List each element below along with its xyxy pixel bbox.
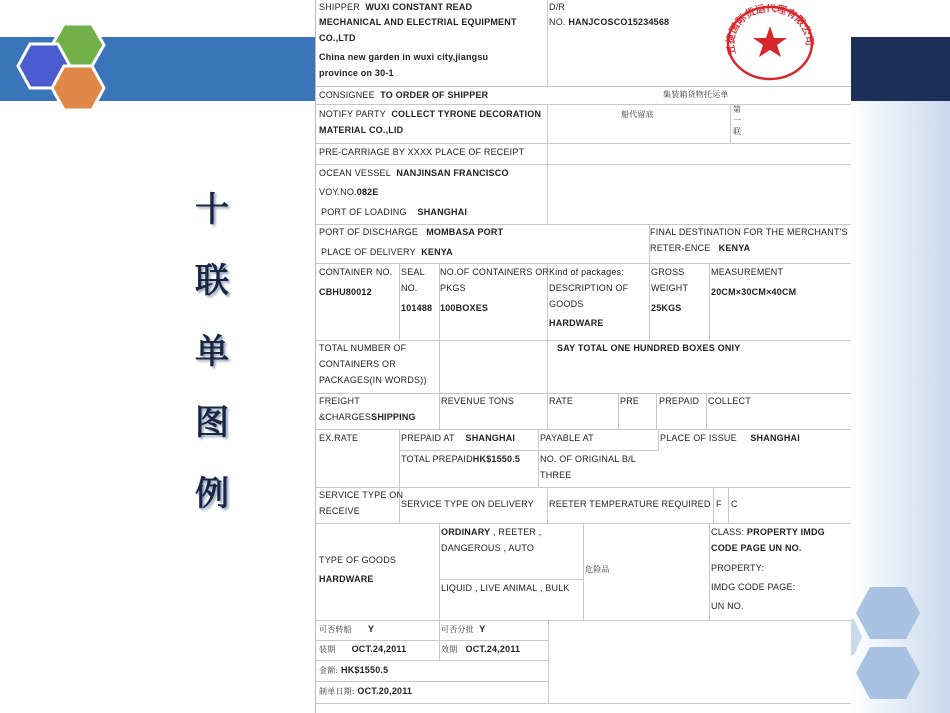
amount-field: 金额: HK$1550.5 [319,665,389,675]
un-no-label: UN NO. [711,601,744,611]
company-seal-stamp-icon [724,4,816,82]
measurement-label: MEASUREMENT [711,267,784,277]
hex-orange [52,66,104,110]
final-destination-label: FINAL DESTINATION FOR THE MERCHANT'S [650,227,848,237]
issue-date-field: 制单日期: OCT.20,2011 [319,686,413,696]
pkgs-label2: PKGS [440,283,466,293]
goods-type-label: TYPE OF GOODS [319,555,397,565]
class-line2: CODE PAGE UN NO. [711,543,802,553]
total-prepaid-field: TOTAL PREPAIDHK$1550.5 [401,454,521,464]
copy-number-label: 第 一 联 [733,105,742,136]
reefer-temp-label: REETER TEMPERATURE REQUIRED [549,499,711,509]
goods-type-value: HARDWARE [319,574,374,584]
dangerous-goods-note: 危险品 [585,565,610,574]
shipper-addr2: province on 30-1 [319,68,394,78]
payable-at-label: PAYABLE AT [540,433,594,443]
imdg-code-label: IMDG CODE PAGE: [711,582,796,592]
port-of-loading-field: PORT OF LOADING SHANGHAI [321,207,468,217]
service-receive-label2: RECEIVE [319,506,360,516]
dock-receipt-form [315,0,851,713]
document-number: NO. HANJCOSCO15234568 [549,17,670,27]
goods-option-dangerous: DANGEROUS , AUTO [441,543,535,553]
prepaid-label: PREPAID [659,396,700,406]
fahrenheit-label: F [716,499,722,509]
partial-shipment-field: 可否分批 Y [441,624,486,634]
shipper-line3: CO.,LTD [319,33,356,43]
original-bl-value: THREE [540,470,572,480]
kind-label2: DESCRIPTION OF [549,283,629,293]
final-destination-field: RETER-ENCE KENYA [650,243,751,253]
header-band-right [850,37,950,101]
shipper-addr1: China new garden in wuxi city,jiangsu [319,52,489,62]
title-char: 十 [195,190,229,230]
pre-carriage-label: PRE-CARRIAGE BY XXXX PLACE OF RECEIPT [319,147,525,157]
revenue-tons-label: REVENUE TONS [441,396,515,406]
gross-label1: GROSS [651,267,685,277]
total-in-words: SAY TOTAL ONE HUNDRED BOXES ONIY [557,343,741,353]
gross-value: 25KGS [651,303,682,313]
property-label: PROPERTY: [711,563,765,573]
container-no-label: CONTAINER NO. [319,267,393,277]
title-char: 例 [195,474,229,514]
place-of-issue-field: PLACE OF ISSUE SHANGHAI [660,433,800,443]
class-field: CLASS: PROPERTY IMDG [711,527,825,537]
shipper-line2: MECHANICAL AND ELECTRIAL EQUIPMENT [319,17,517,27]
measurement-value: 20CM×30CM×40CM [711,287,797,297]
hexagon-logo-icon [10,22,110,114]
prepaid-at-field: PREPAID AT SHANGHAI [401,433,516,443]
notify-party-line2: MATERIAL CO.,LID [319,125,404,135]
freight-label1: FREIGHT [319,396,360,406]
ocean-vessel-field: OCEAN VESSEL NANJINSAN FRANCISCO [319,168,509,178]
rate-label: RATE [549,396,574,406]
total-label2: CONTAINERS OR [319,359,396,369]
seal-no-value: 101488 [401,303,433,313]
shipment-date-field: 装期 OCT.24,2011 [319,644,407,654]
total-label3: PACKAGES(IN WORDS)) [319,375,427,385]
gross-label2: WEIGHT [651,283,689,293]
port-of-discharge-field: PORT OF DISCHARGE MOMBASA PORT [319,227,504,237]
kind-label3: GOODS [549,299,584,309]
decorative-hexagons-icon [850,585,950,713]
service-delivery-label: SERVICE TYPE ON DELIVERY [401,499,534,509]
seal-no-label2: NO. [401,283,418,293]
dr-label: D/R [549,2,566,12]
seal-no-label1: SEAL [401,267,425,277]
validity-date-field: 效期 OCT.24,2011 [441,644,521,654]
title-char: 联 [195,261,229,301]
consignee-field: CONSIGNEE TO ORDER OF SHIPPER [319,90,489,100]
kind-value: HARDWARE [549,318,604,328]
container-cargo-note: 集装箱货物托运单 [663,90,729,99]
service-receive-label1: SERVICE TYPE ON [319,490,404,500]
notify-party-line1: NOTIFY PARTY COLLECT TYRONE DECORATION [319,109,542,119]
pre-label: PRE [620,396,640,406]
container-no-value: CBHU80012 [319,287,372,297]
transshipment-field: 可否转船 Y [319,624,375,634]
shipper-line1: SHIPPER WUXI CONSTANT READ [319,2,473,12]
collect-label: COLLECT [708,396,751,406]
kind-label1: Kind of packages: [549,267,624,277]
title-char: 图 [195,403,229,443]
voyage-no-field: VOY.NO.082E [319,187,379,197]
goods-option-ordinary: ORDINARY , REETER , [441,527,542,537]
pkgs-value: 100BOXES [440,303,489,313]
ship-agent-note: 船代留底 [621,110,654,119]
svg-text:五捷国际货运代理有限公司: 五捷国际货运代理有限公司 [725,4,815,56]
original-bl-label: NO. OF ORIGINAL B/L [540,454,636,464]
title-char: 单 [195,332,229,372]
total-label1: TOTAL NUMBER OF [319,343,407,353]
slide-title-vertical [190,180,234,535]
goods-option-liquid: LIQUID , LIVE ANIMAL , BULK [441,583,570,593]
celsius-label: C [731,499,738,509]
pkgs-label1: NO.OF CONTAINERS OR [440,267,550,277]
freight-charges: &CHARGESSHIPPING [319,412,416,422]
place-of-delivery-field: PLACE OF DELIVERY KENYA [321,247,453,257]
ex-rate-label: EX.RATE [319,433,359,443]
